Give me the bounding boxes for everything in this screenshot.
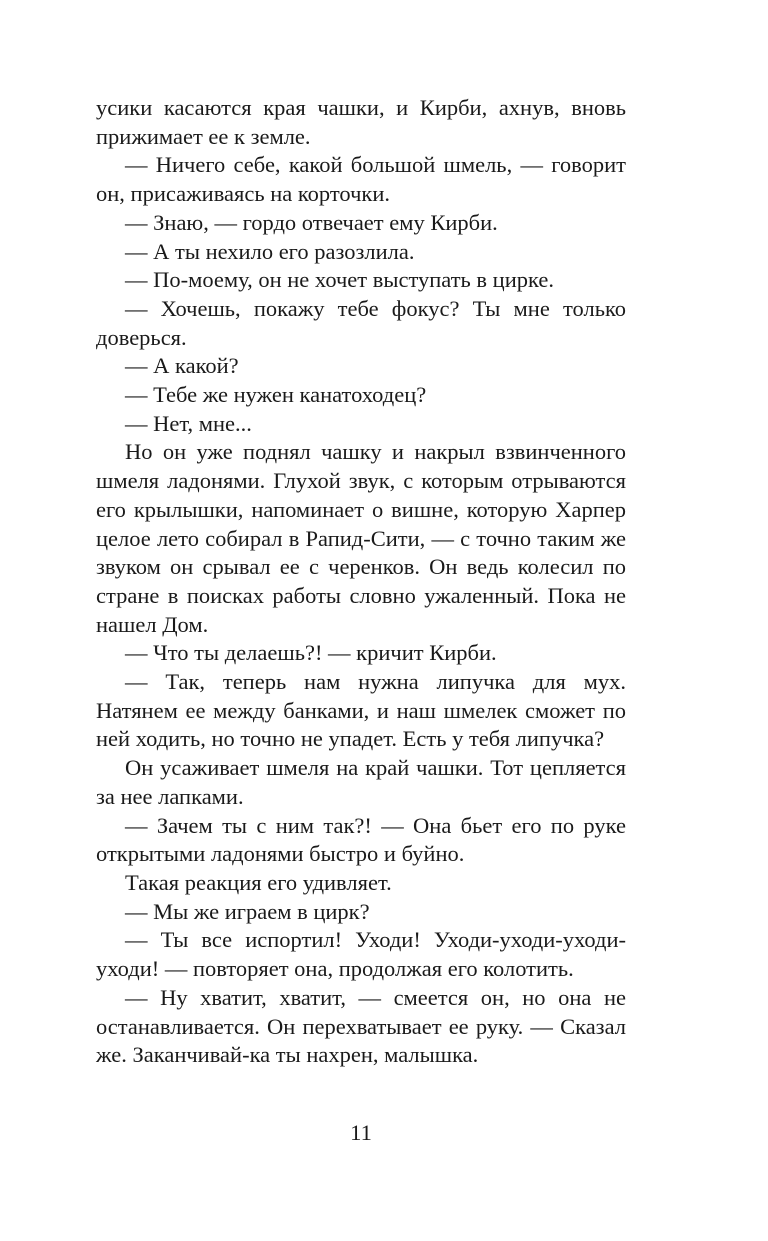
body-text (96, 94, 626, 1070)
paragraph-10: Но он уже поднял чашку и накрыл взвинченного шмеля ладонями. Глухой звук, с которым отрываются его крылышки, напоминает о вишне, которую Харпер целое лето собирал в Рапид-Сити, — с точно таким же звуком он срывал ее с черенков. Он ведь колесил по стране в поисках работы словно ужаленный. Пока не нашел Дом. (96, 439, 626, 637)
page-number: 11 (350, 1120, 372, 1145)
paragraph-8: — Тебе же нужен канатоходец? (125, 382, 427, 408)
paragraph-15: Такая реакция его удивляет. (125, 869, 392, 895)
paragraph-18: — Ну хватит, хватит, — смеется он, но она не останавливается. Он перехватывает ее руку. — Сказал же. Заканчивай-ка ты нахрен, малышка. (96, 984, 626, 1068)
paragraph-16: — Мы же играем в цирк? (125, 898, 370, 924)
paragraph-13: Он усаживает шмеля на край чашки. Тот цепляется за нее лапками. (96, 755, 626, 809)
paragraph-2: — Ничего себе, какой большой шмель, — говорит он, присаживаясь на корточки. (96, 152, 626, 207)
paragraph-11: — Что ты делаешь?! — кричит Кирби. (125, 640, 497, 666)
paragraph-7: — А какой? (125, 353, 239, 379)
paragraph-1: усики касаются края чашки, и Кирби, ахнув, вновь прижимает ее к земле. (96, 95, 626, 149)
paragraph-6: — Хочешь, покажу тебе фокус? Ты мне только доверься. (96, 295, 626, 350)
paragraph-5: — По-моему, он не хочет выступать в цирке. (125, 267, 554, 293)
paragraph-3: — Знаю, — гордо отвечает ему Кирби. (125, 209, 498, 235)
paragraph-14: — Зачем ты с ним так?! — Она бьет его по руке открытыми ладонями быстро и буйно. (96, 812, 626, 867)
paragraph-12: — Так, теперь нам нужна липучка для мух. Натянем ее между банками, и наш шмелек сможет по ней ходить, но точно не упадет. Есть у тебя липучка? (96, 669, 626, 752)
paragraph-9: — Нет, мне... (125, 410, 252, 436)
paragraph-17: — Ты все испортил! Уходи! Уходи-уходи-уходи-уходи! — повторяет она, продолжая его колотить. (96, 927, 626, 982)
paragraph-4: — А ты нехило его разозлила. (125, 238, 415, 264)
